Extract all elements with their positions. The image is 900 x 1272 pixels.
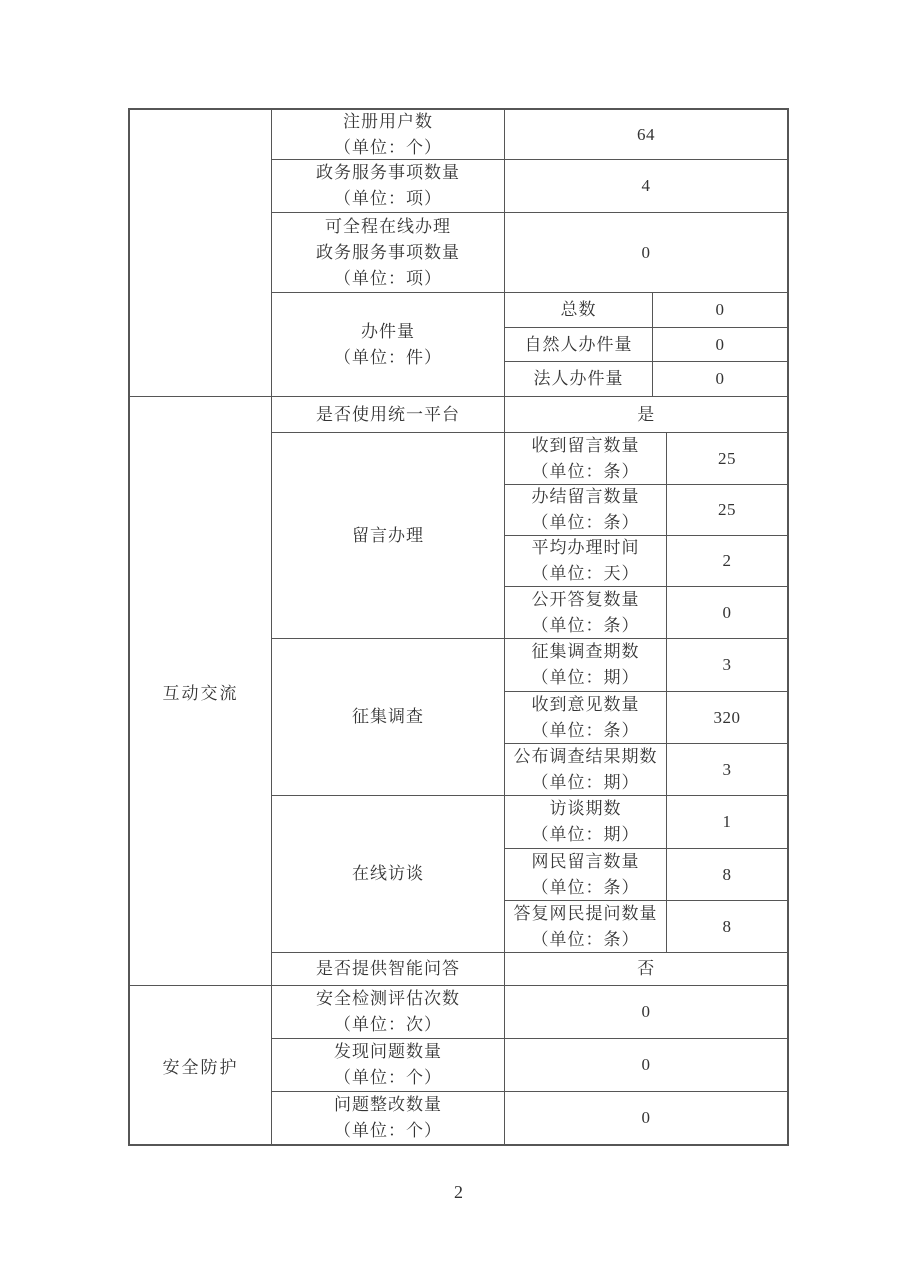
row-value: 0	[641, 242, 651, 262]
subrow-case-legal-person	[505, 361, 787, 396]
row-value: 4	[641, 176, 651, 195]
subrow-label	[505, 744, 667, 795]
subrow-value: 3	[722, 655, 732, 674]
subrow-label-line: （单位：条）	[531, 461, 640, 481]
row-security-checks	[272, 986, 787, 1038]
subrow-label-line: （单位：条）	[531, 877, 640, 897]
row-label-line: 征集调查	[352, 707, 424, 726]
row-label	[272, 639, 505, 795]
section-category-cell: 互动交流	[130, 397, 272, 985]
subrow-value: 3	[722, 759, 732, 779]
subrow-case-total	[505, 293, 787, 327]
section-rows	[272, 397, 787, 985]
row-label-line: （单位：个）	[334, 1068, 442, 1087]
row-label-line: 问题整改数量	[334, 1095, 442, 1114]
row-label	[272, 213, 505, 292]
row-value: 0	[641, 1002, 651, 1021]
subrow-label-line: 公开答复数量	[531, 589, 640, 609]
subrow-value: 2	[722, 551, 732, 570]
subrow-label	[505, 362, 653, 396]
subrow-interview-periods	[505, 796, 787, 848]
subrow-label-line: （单位：天）	[531, 564, 640, 583]
subrow-results-published	[505, 743, 787, 795]
subrow-label	[505, 849, 667, 900]
section-category-cell	[130, 110, 272, 396]
row-subrows	[505, 433, 787, 638]
row-label	[272, 986, 505, 1038]
subrow-value: 0	[722, 602, 732, 622]
subrow-case-natural-person	[505, 327, 787, 361]
row-issues-found	[272, 1038, 787, 1091]
row-value: 64	[637, 124, 655, 144]
row-label-line: 可全程在线办理	[325, 216, 451, 236]
subrow-label	[505, 901, 667, 952]
row-service-items	[272, 159, 787, 212]
table-section-security	[130, 985, 787, 1144]
subrow-label-line: （单位：期）	[531, 668, 640, 687]
row-label-line: 安全检测评估次数	[316, 989, 460, 1008]
row-label	[272, 433, 505, 638]
subrow-value: 25	[718, 448, 736, 468]
row-label	[272, 160, 505, 212]
subrow-label-line: 收到留言数量	[531, 435, 640, 455]
section-rows	[272, 110, 787, 396]
row-label	[272, 293, 505, 396]
subrow-label-line: 总数	[560, 300, 597, 319]
subrow-messages-completed	[505, 484, 787, 535]
subrow-netizen-messages	[505, 848, 787, 900]
page-number: 2	[454, 1182, 463, 1202]
subrow-label-line: （单位：条）	[531, 720, 640, 740]
row-online-interview	[272, 795, 787, 952]
subrow-label-line: （单位：期）	[531, 825, 640, 844]
subrow-label-line: 征集调查期数	[531, 642, 640, 661]
subrow-value: 0	[715, 300, 725, 319]
row-registered-users	[272, 110, 787, 159]
row-message-handling	[272, 432, 787, 638]
table-section-interaction	[130, 396, 787, 985]
row-value: 0	[641, 1055, 651, 1074]
row-label	[272, 1092, 505, 1144]
subrow-label-line: （单位：条）	[531, 615, 640, 635]
row-label-line: （单位：项）	[334, 268, 442, 288]
subrow-label-line: 法人办件量	[533, 369, 624, 388]
row-label-line: （单位：件）	[334, 347, 442, 367]
subrow-label-line: 办结留言数量	[531, 487, 640, 506]
annual-report-table	[128, 108, 789, 1146]
subrow-label	[505, 796, 667, 848]
row-label	[272, 796, 505, 952]
row-label-line: 政务服务事项数量	[316, 242, 460, 262]
row-unified-platform	[272, 397, 787, 432]
row-label	[272, 397, 505, 432]
row-label-line: 是否提供智能问答	[316, 959, 460, 978]
row-subrows	[505, 796, 787, 952]
subrow-value: 0	[715, 334, 725, 354]
subrow-label	[505, 433, 667, 484]
subrow-label-line: 答复网民提问数量	[513, 903, 658, 923]
row-label-line: 注册用户数	[343, 111, 433, 131]
subrow-label-line: （单位：期）	[531, 772, 640, 792]
subrow-messages-received	[505, 433, 787, 484]
row-smart-qa	[272, 952, 787, 985]
row-label-line: 政务服务事项数量	[316, 163, 460, 182]
subrow-label-line: 平均办理时间	[531, 538, 640, 557]
table-section-continued	[130, 110, 787, 396]
subrow-public-replies	[505, 586, 787, 638]
subrow-label-line: 收到意见数量	[531, 694, 640, 714]
subrow-value: 25	[718, 500, 736, 519]
subrow-label	[505, 692, 667, 743]
subrow-label-line: 访谈期数	[549, 799, 622, 818]
row-label-line: （单位：次）	[334, 1015, 442, 1034]
row-value: 0	[641, 1108, 651, 1127]
subrow-label	[505, 536, 667, 586]
row-label-line: 发现问题数量	[334, 1042, 442, 1061]
row-label-line: （单位：项）	[334, 189, 442, 208]
row-value: 否	[637, 959, 655, 978]
subrow-label	[505, 485, 667, 535]
section-category-cell: 安全防护	[130, 986, 272, 1144]
subrow-value: 1	[722, 812, 732, 831]
row-label-line: （单位：个）	[334, 1121, 442, 1140]
row-label-line: （单位：个）	[334, 137, 442, 157]
subrow-label-line: 网民留言数量	[531, 851, 640, 871]
subrow-label-line: （单位：条）	[531, 513, 640, 532]
row-label	[272, 1039, 505, 1091]
subrow-label	[505, 587, 667, 638]
subrow-value: 0	[715, 369, 725, 388]
subrow-questions-answered	[505, 900, 787, 952]
subrow-value: 320	[713, 707, 741, 727]
row-survey-collection	[272, 638, 787, 795]
subrow-average-handling-time	[505, 535, 787, 586]
row-value: 是	[637, 404, 655, 424]
row-label-line: 留言办理	[352, 525, 424, 545]
section-rows	[272, 986, 787, 1144]
subrow-opinions-received	[505, 691, 787, 743]
row-issues-fixed	[272, 1091, 787, 1144]
row-label	[272, 110, 505, 159]
row-subrows	[505, 639, 787, 795]
row-subrows	[505, 293, 787, 396]
subrow-label-line: 自然人办件量	[524, 334, 633, 354]
subrow-label	[505, 328, 653, 361]
row-full-online-items	[272, 212, 787, 292]
row-label	[272, 953, 505, 985]
row-label-line: 是否使用统一平台	[316, 404, 460, 424]
subrow-value: 8	[722, 916, 732, 936]
subrow-label	[505, 639, 667, 691]
row-label-line: 办件量	[361, 321, 415, 341]
row-label-line: 在线访谈	[352, 864, 424, 883]
subrow-value: 8	[722, 864, 732, 884]
subrow-survey-periods	[505, 639, 787, 691]
subrow-label-line: 公布调查结果期数	[513, 746, 658, 766]
subrow-label-line: （单位：条）	[531, 929, 640, 949]
subrow-label	[505, 293, 653, 327]
row-case-volume	[272, 292, 787, 396]
